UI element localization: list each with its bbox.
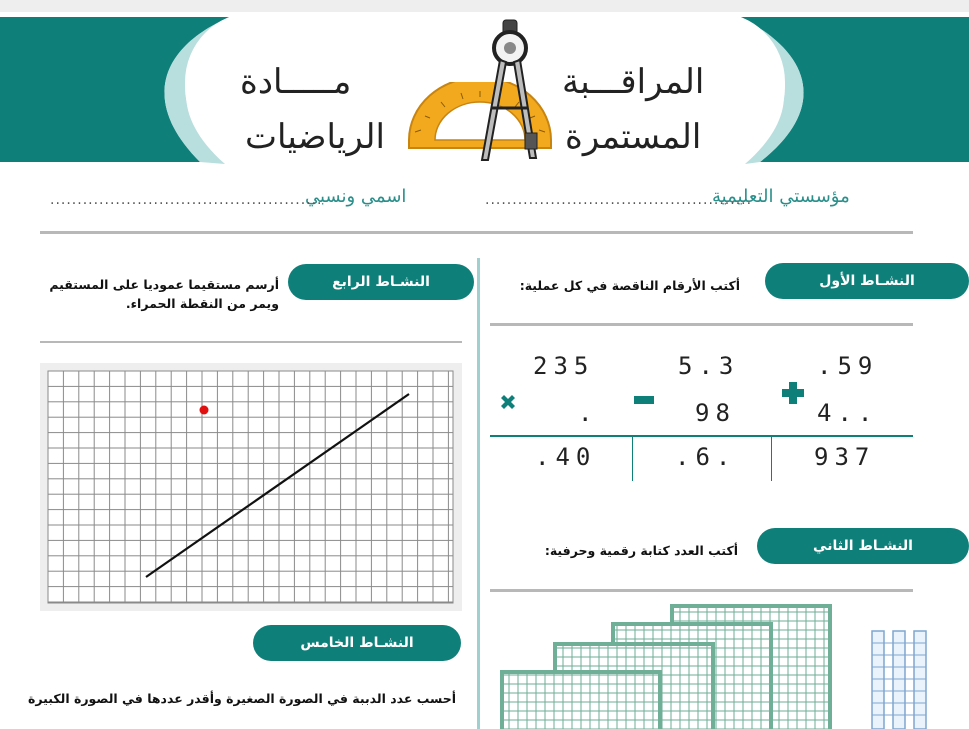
- subject-line2: الرياضيات: [245, 117, 385, 157]
- title-line2: المستمرة: [565, 117, 702, 157]
- institution-label: مؤسستي التعليمية: [712, 186, 850, 207]
- op1-bottom[interactable]: 4..: [817, 399, 879, 427]
- result-separator-2: [771, 437, 772, 481]
- minus-icon: [634, 396, 654, 404]
- op3-top: 235: [533, 352, 595, 380]
- drawing-grid[interactable]: [40, 363, 462, 611]
- title-line1: المراقـــبة: [562, 62, 705, 102]
- op2-bottom[interactable]: 98: [695, 399, 736, 427]
- activity4-instruction-line1: أرسم مستقيما عموديا على المستقيم: [49, 277, 279, 292]
- activity4-instruction-line2: ويمر من النقطة الحمراء.: [125, 296, 279, 311]
- op3-bottom[interactable]: .: [578, 399, 599, 427]
- op3-result[interactable]: .40: [535, 443, 597, 471]
- name-label: اسمي ونسبي: [305, 186, 407, 207]
- hundred-grids-illustration: [500, 594, 900, 729]
- activity5-instruction: أحسب عدد الدببة في الصورة الصغيرة وأقدر عددها في الصورة الكبيرة: [28, 691, 456, 706]
- activity2-divider: [490, 589, 913, 592]
- op1-top: .59: [817, 352, 879, 380]
- top-strip: [0, 0, 969, 12]
- institution-field[interactable]: .................................................: [485, 192, 753, 208]
- activity4-divider: [40, 341, 462, 343]
- times-icon: [499, 393, 517, 411]
- activity4-label: النشـاط الرابع: [288, 264, 474, 300]
- red-point: [200, 406, 209, 415]
- activity5-label: النشـاط الخامس: [253, 625, 461, 661]
- name-field[interactable]: ..................................................: [50, 192, 323, 208]
- header-banner: [0, 12, 969, 172]
- activity1-divider: [490, 323, 913, 326]
- column-divider: [477, 258, 480, 729]
- activity1-instruction: أكتب الأرقام الناقصة في كل عملية:: [519, 278, 740, 293]
- plus-icon: [782, 382, 804, 404]
- compass-icon: [470, 18, 550, 168]
- op2-top: 5.3: [678, 352, 740, 380]
- op1-result: 937: [814, 443, 876, 471]
- activity2-instruction: أكتب العدد كتابة رقمية وحرفية:: [544, 543, 738, 558]
- op2-result[interactable]: .6.: [675, 443, 737, 471]
- header-divider: [40, 231, 913, 234]
- sum-line: [490, 435, 913, 437]
- result-separator-1: [632, 437, 633, 481]
- activity2-label: النشـاط الثاني: [757, 528, 969, 564]
- tens-rods-illustration: [870, 629, 930, 729]
- subject-line1: مـــــادة: [240, 62, 352, 102]
- activity1-label: النشـاط الأول: [765, 263, 969, 299]
